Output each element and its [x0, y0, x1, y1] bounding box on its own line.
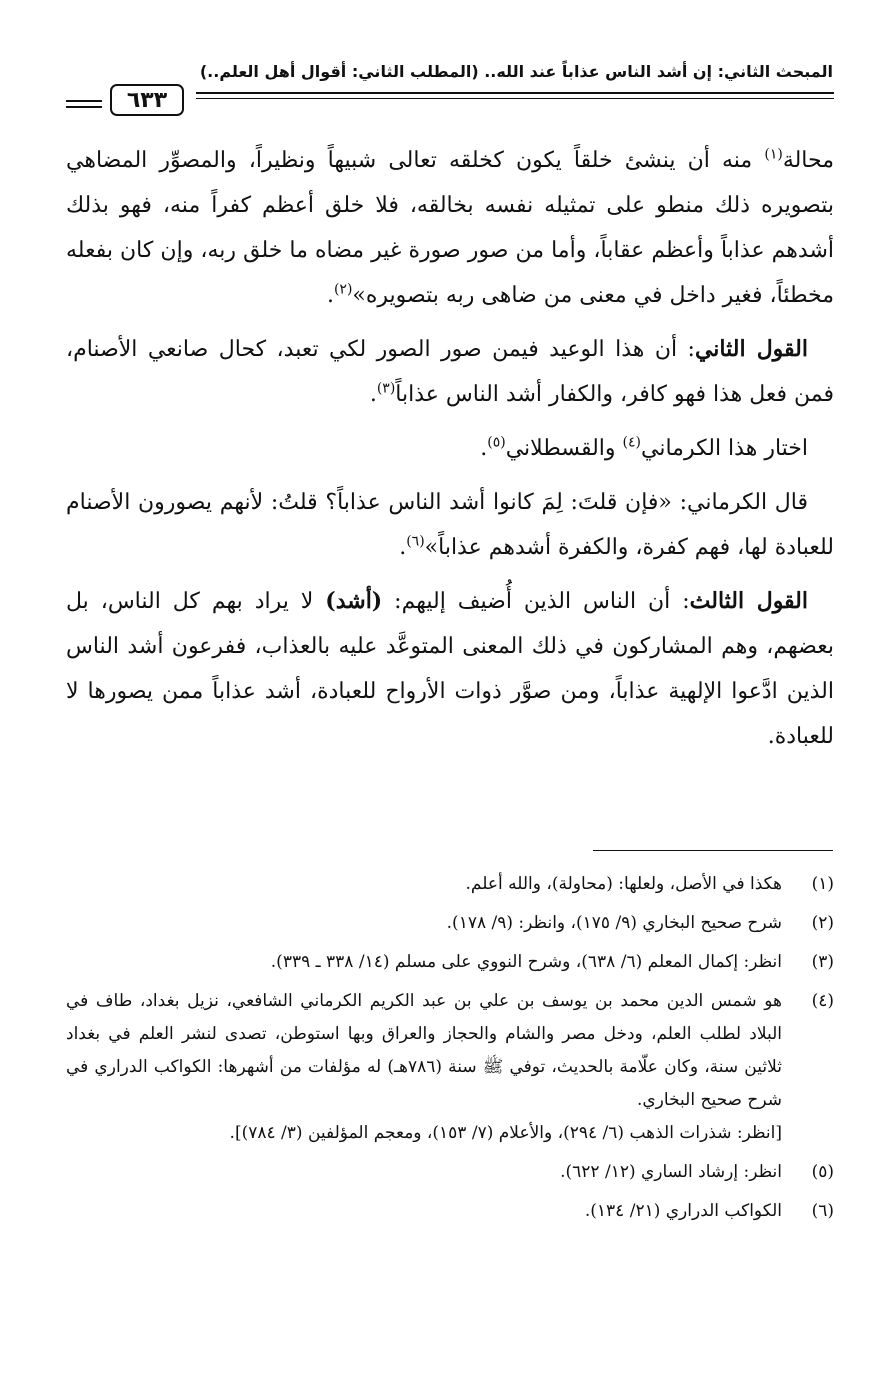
- paragraph-4: [66, 480, 834, 570]
- paragraph-text: اختار هذا الكرماني: [641, 436, 808, 461]
- paragraph-text: والقسطلاني: [505, 436, 623, 461]
- paragraph-3: [66, 426, 834, 471]
- footnote-6: [66, 1195, 834, 1228]
- footnote-text: هو شمس الدين محمد بن يوسف بن علي بن عبد الكريم الكرماني الشافعي، نزيل بغداد، طاف في البلاد لطلب العلم، ودخل مصر والشام والحجاز والعراق وبها استوطن، تصدى لنشر العلم في بغداد ثلاثين سنة، وكان علّامة بالحديث، توفي ﷺ سنة (٧٨٦هـ) له مؤلفات من أشهرها: الكواكب الدراري في شرح صحيح البخاري.: [66, 991, 782, 1110]
- footnote-number: (٦): [811, 1201, 834, 1221]
- quoted-term: (أشد): [325, 588, 383, 614]
- footnote-5: [66, 1156, 834, 1189]
- footnote-2: [66, 907, 834, 940]
- footnote-text: انظر: إكمال المعلم (٦/ ٦٣٨)، وشرح النووي على مسلم (١٤/ ٣٣٨ ـ ٣٣٩).: [270, 952, 782, 972]
- paragraph-text: .: [369, 382, 377, 407]
- footnote-number: (٣): [811, 952, 834, 972]
- footnote-4: [66, 985, 834, 1150]
- section-heading: القول الثاني: [694, 336, 808, 362]
- footnote-text: شرح صحيح البخاري (٩/ ١٧٥)، وانظر: (٩/ ١٧٨).: [446, 913, 782, 933]
- footnote-text: هكذا في الأصل، ولعلها: (محاولة)، والله أعلم.: [465, 874, 782, 894]
- paragraph-text: .: [480, 436, 488, 461]
- footnote-number: (١): [811, 874, 834, 894]
- footnote-text: الكواكب الدراري (٢١/ ١٣٤).: [584, 1201, 782, 1221]
- footnote-1: [66, 868, 834, 901]
- footnote-number: (٥): [811, 1162, 834, 1182]
- section-heading: القول الثالث: [689, 588, 809, 614]
- footnote-marker[interactable]: (٢): [333, 281, 353, 298]
- footnote-number: (٤): [811, 991, 834, 1011]
- footnote-marker[interactable]: (٤): [622, 434, 642, 451]
- footnote-3: [66, 946, 834, 979]
- paragraph-text: محالة: [782, 148, 834, 173]
- footnote-reference: [انظر: شذرات الذهب (٦/ ٢٩٤)، والأعلام (٧/ ١٥٣)، ومعجم المؤلفين (٣/ ٧٨٤)].: [229, 1123, 782, 1143]
- footnote-number: (٢): [811, 913, 834, 933]
- paragraph-text: منه أن ينشئ خلقاً يكون كخلقه تعالى شبيهاً ونظيراً، والمصوِّر المضاهي بتصويره ذلك منطو على تمثيله نفسه بخالقه، فلا خلق أعظم كفراً منه، فهو بذلك أشدهم عذاباً وأعظم عقاباً، وأما من صور صورة غير مضاه ما خلق ربه، وإن كان بفعله مخطئاً، فغير داخل في معنى من ضاهى ربه بتصويره»: [66, 148, 834, 308]
- paragraph-text: لا يراد بهم كل الناس، بل بعضهم، وهم المشاركون في ذلك المعنى المتوعَّد عليه بالعذاب، ففرعون أشد الناس الذين ادَّعوا الإلهية عذاباً، ومن صوَّر ذوات الأرواح للعبادة، أشد عذاباً ممن يصورها لا للعبادة.: [66, 589, 834, 749]
- header-rule: [196, 92, 834, 99]
- header-rule-short: [66, 100, 102, 108]
- footnote-separator: [593, 850, 833, 851]
- footnote-marker[interactable]: (٥): [487, 434, 506, 451]
- paragraph-2: [66, 327, 834, 417]
- paragraph-text: : أن هذا الوعيد فيمن صور الصور لكي تعبد، كحال صانعي الأصنام، فمن فعل هذا فهو كافر، والكفار أشد الناس عذاباً: [66, 337, 834, 407]
- footnote-marker[interactable]: (٣): [376, 380, 396, 397]
- main-text: [66, 138, 834, 768]
- footnote-marker[interactable]: (١): [764, 146, 783, 163]
- footnote-marker[interactable]: (٦): [406, 533, 425, 550]
- running-header: المبحث الثاني: إن أشد الناس عذاباً عند الله.. (المطلب الثاني: أقوال أهل العلم..): [199, 62, 833, 81]
- paragraph-5: [66, 579, 834, 759]
- footnote-text: انظر: إرشاد الساري (١٢/ ٦٢٢).: [560, 1162, 782, 1182]
- footnotes: [66, 868, 834, 1234]
- paragraph-text: قال الكرماني: «فإن قلتَ: لِمَ كانوا أشد الناس عذاباً؟ قلتُ: لأنهم يصورون الأصنام للعبادة لها، فهم كفرة، والكفرة أشدهم عذاباً»: [66, 490, 834, 560]
- page-number: ٦٣٣: [110, 84, 184, 116]
- paragraph-text: : أن الناس الذين أُضيف إليهم:: [382, 589, 690, 614]
- paragraph-text: .: [399, 535, 407, 560]
- paragraph-text: .: [326, 283, 334, 308]
- paragraph-1: [66, 138, 834, 318]
